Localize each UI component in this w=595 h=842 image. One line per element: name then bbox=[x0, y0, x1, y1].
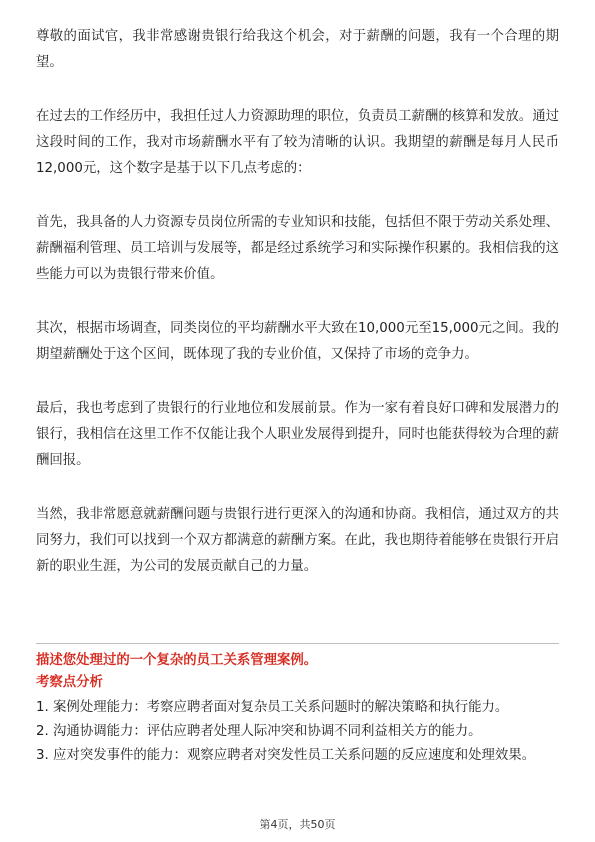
question-section bbox=[36, 650, 559, 768]
analysis-item-2: 2. 沟通协调能力：评估应聘者处理人际冲突和协调不同利益相关方的能力。 bbox=[36, 724, 482, 739]
question-title: 描述您处理过的一个复杂的员工关系管理案例。 bbox=[36, 653, 318, 668]
section-divider bbox=[36, 643, 559, 644]
answer-paragraph-2: 在过去的工作经历中，我担任过人力资源助理的职位，负责员工薪酬的核算和发放。通过这段时间的工作，我对市场薪酬水平有了较为清晰的认识。我期望的薪酬是每月人民币12,000元，这个数字是基于以下几点考虑的： bbox=[36, 109, 559, 176]
answer-paragraph-5: 最后，我也考虑到了贵银行的行业地位和发展前景。作为一家有着良好口碑和发展潜力的银行，我相信在这里工作不仅能让我个人职业发展得到提升，同时也能获得较为合理的薪酬回报。 bbox=[36, 401, 559, 468]
analysis-item-3: 3. 应对突发事件的能力：观察应聘者对突发性员工关系问题的反应速度和处理效果。 bbox=[36, 748, 536, 763]
analysis-heading: 考察点分析 bbox=[36, 675, 103, 690]
answer-paragraph-3: 首先，我具备的人力资源专员岗位所需的专业知识和技能，包括但不限于劳动关系处理、薪酬福利管理、员工培训与发展等，都是经过系统学习和实际操作积累的。我相信我的这些能力可以为贵银行带来价值。 bbox=[36, 215, 559, 282]
answer-paragraph-1: 尊敬的面试官，我非常感谢贵银行给我这个机会，对于薪酬的问题，我有一个合理的期望。 bbox=[36, 29, 559, 70]
answer-paragraph-6: 当然，我非常愿意就薪酬问题与贵银行进行更深入的沟通和协商。我相信，通过双方的共同努力，我们可以找到一个双方都满意的薪酬方案。在此，我也期待着能够在贵银行开启新的职业生涯，为公司的发展贡献自己的力量。 bbox=[36, 507, 559, 574]
page-number-footer: 第4页，共50页 bbox=[259, 818, 336, 831]
answer-paragraph-4: 其次，根据市场调查，同类岗位的平均薪酬水平大致在10,000元至15,000元之间。我的期望薪酬处于这个区间，既体现了我的专业价值，又保持了市场的竞争力。 bbox=[36, 321, 559, 362]
answer-body bbox=[36, 24, 559, 608]
analysis-item-1: 1. 案例处理能力：考察应聘者面对复杂员工关系问题时的解决策略和执行能力。 bbox=[36, 700, 509, 715]
